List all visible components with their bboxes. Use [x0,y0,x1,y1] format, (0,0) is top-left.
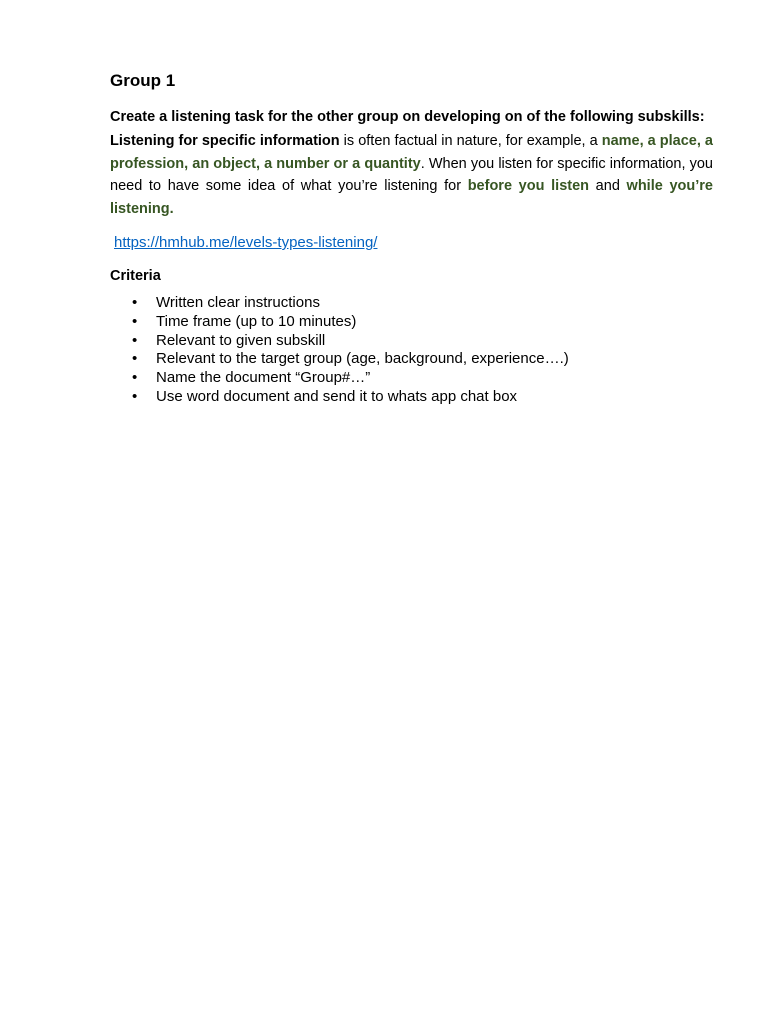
paragraph-text-1: is often factual in nature, for example, a [339,133,602,149]
list-item [110,350,713,369]
reference-link[interactable]: https://hmhub.me/levels-types-listening/ [114,234,378,251]
criteria-item-text: Relevant to given subskill [156,331,326,349]
paragraph-text-3: and [589,178,627,194]
criteria-heading: Criteria [110,268,161,284]
bullet-icon: • [132,312,138,330]
criteria-item-text: Name the document “Group#…” [156,369,371,387]
document-page [110,70,713,407]
criteria-item-text: Time frame (up to 10 minutes) [156,312,357,330]
criteria-item-text: Relevant to the target group (age, background, experience….) [156,350,569,368]
bullet-icon: • [132,331,138,349]
bullet-icon: • [132,350,138,368]
bullet-icon: • [132,294,138,311]
paragraph-highlight-examples: name, a place, a profession, an object, a number or a quantity [110,133,713,172]
list-item [110,294,713,313]
task-instruction: Create a listening task for the other group on developing on of the following subskills: [110,109,705,125]
paragraph-text-2: . When you listen for specific information, you need to have some idea of what you’re listening for [110,155,713,194]
paragraph-lead: Listening for specific information [110,133,340,149]
list-item [110,332,713,351]
bullet-icon: • [132,369,138,387]
criteria-item-text: Use word document and send it to whats app chat box [156,387,518,405]
description-paragraph [110,130,713,220]
list-item [110,313,713,332]
paragraph-highlight-while: while you’re listening. [110,178,713,217]
criteria-item-text: Written clear instructions [156,294,320,311]
criteria-list [110,294,713,407]
list-item [110,369,713,388]
paragraph-highlight-before: before you listen [467,178,590,194]
document-title: Group 1 [110,71,176,90]
bullet-icon: • [132,387,138,405]
list-item [110,388,713,407]
